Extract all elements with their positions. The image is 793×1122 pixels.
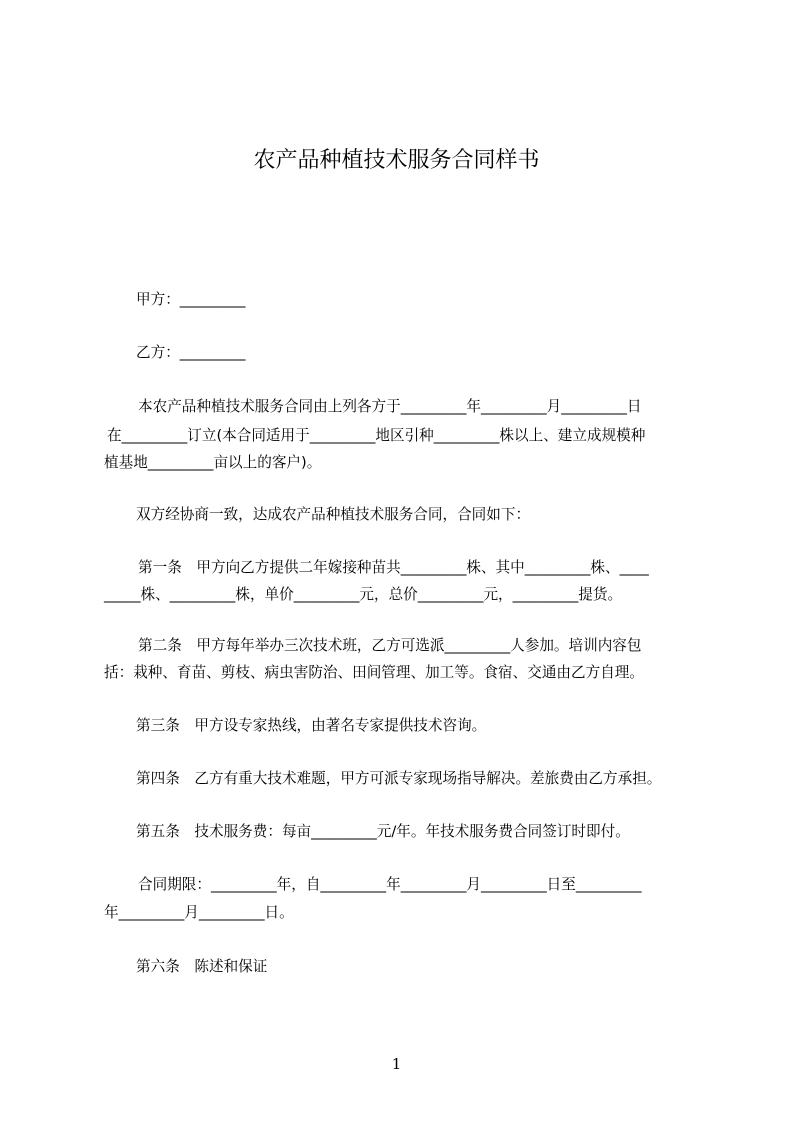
article-1-line: _____株、_________株，单价_________元，总价_________元，_________提货。 — [104, 586, 623, 603]
article-2-line: 第二条 甲方每年举办三次技术班，乙方可选派_________人参加。培训内容包 — [138, 637, 642, 654]
article-1-line: 第一条 甲方向乙方提供二年嫁接种苗共_________株、其中_________株、____ — [138, 559, 649, 576]
party-a-line: 甲方：_________ — [136, 291, 246, 308]
article-5: 第五条 技术服务费：每亩_________元/年。年技术服务费合同签订时即付。 — [136, 823, 630, 840]
article-4: 第四条 乙方有重大技术难题，甲方可派专家现场指导解决。差旅费由乙方承担。 — [136, 770, 662, 787]
agreement-line: 双方经协商一致，达成农产品种植技术服务合同，合同如下： — [136, 506, 531, 523]
party-b-line: 乙方：_________ — [136, 344, 246, 361]
page-number: 1 — [391, 1055, 402, 1073]
term-line: 合同期限：_________年，自_________年_________月_________日至_________ — [138, 876, 642, 893]
intro-line: 在_________订立(本合同适用于_________地区引种_________株以上、建立成规模种 — [107, 427, 646, 444]
term-line: 年_________月_________日。 — [104, 904, 294, 921]
intro-line: 本农产品种植技术服务合同由上列各方于_________年_________月_________日 — [138, 398, 642, 415]
intro-line: 植基地_________亩以上的客户)。 — [104, 454, 322, 471]
article-2-line: 括：栽种、育苗、剪枝、病虫害防治、田间管理、加工等。食宿、交通由乙方自理。 — [104, 664, 644, 681]
article-3: 第三条 甲方设专家热线，由著名专家提供技术咨询。 — [136, 717, 487, 734]
article-6-heading: 第六条 陈述和保证 — [136, 958, 268, 975]
document-title: 农产品种植技术服务合同样书 — [253, 148, 540, 173]
